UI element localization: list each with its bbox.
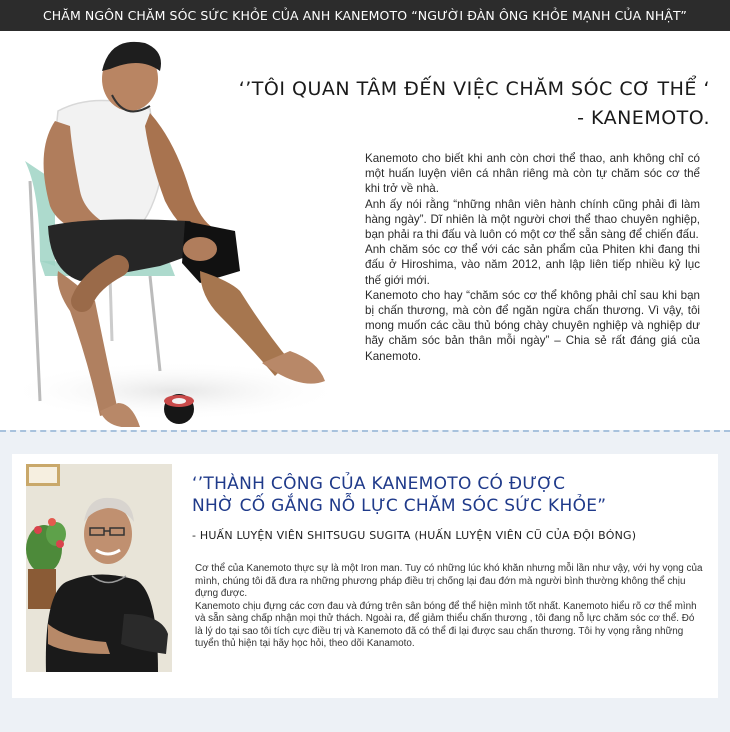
story-paragraph: Kanemoto cho hay “chăm sóc cơ thể không phải chỉ sau khi bạn bị chấn thương, mà còn để ngăn ngừa chấn thương. Vì vậy, tôi mong muốn các cầu thủ bóng chày chuyên nghiệp và nghiệp dư hãy chăm sóc bản thân mỗi ngày” – Chia sẻ rất đáng giá của Kanemoto. [365, 288, 700, 363]
header-title: CHĂM NGÔN CHĂM SÓC SỨC KHỎE CỦA ANH KANEMOTO “NGƯỜI ĐÀN ÔNG KHỎE MẠNH CỦA NHẬT” [42, 8, 688, 23]
header-bar [0, 0, 730, 31]
story-paragraph: Kanemoto cho biết khi anh còn chơi thể thao, anh không chỉ có một huấn luyện viên cá nhân riêng mà còn tự chăm sóc cơ thể khi trở về nhà. [365, 152, 700, 196]
quote-attribution: - KANEMOTO. [577, 107, 710, 129]
coach-story [195, 563, 703, 651]
kanemoto-quote [190, 75, 710, 133]
story-paragraph: Anh ấy nói rằng “những nhân viên hành chính cũng phải đi làm hàng ngày”. Dĩ nhiên là một người chơi thể thao chuyên nghiệp, bạn phải ra thi đấu và luôn có một cơ thể sẵn sàng để chiến đấu. [365, 197, 700, 242]
kanemoto-story [365, 151, 700, 364]
coach-attribution: - HUẤN LUYỆN VIÊN SHITSUGU SUGITA (HUẤN LUYỆN VIÊN CŨ CỦA ĐỘI BÓNG) [192, 529, 637, 542]
story-paragraph: Anh chăm sóc cơ thể với các sản phẩm của Phiten khi đang thi đấu ở Hiroshima, vào năm 2012, anh lập liên tiếp nhiều kỷ lục thế giới mới. [365, 243, 700, 287]
story-paragraph: Kanemoto chịu đựng các cơn đau và đứng trên sân bóng để thể hiện mình tốt nhất. Kanemoto hiểu rõ cơ thể mình và sẵn sàng chấp nhận mọi thử thách. Ngoài ra, để giảm thiểu chấn thương , tôi đang nỗ lực chăm sóc cơ thể. Đó là lý do tại sao tôi tích cực điều trị và Kanemoto đã có thể đi lại được sau chấn thương. Tôi hy vọng rằng những tuyển thủ hiện tại hãy học hỏi, theo dõi Kanamoto. [195, 600, 697, 649]
kanemoto-section [0, 31, 730, 427]
quote-line: ‘’TÔI QUAN TÂM ĐẾN VIỆC CHĂM SÓC CƠ THỂ ‘ [238, 78, 710, 100]
coach-section [0, 430, 730, 732]
quote-line: NHỜ CỐ GẮNG NỖ LỰC CHĂM SÓC SỨC KHỎE” [192, 496, 607, 516]
story-paragraph: Cơ thể của Kanemoto thực sự là một Iron man. Tuy có những lúc khó khăn nhưng mỗi lần như vậy, với hy vọng của mình, chúng tôi đã đưa ra những phương pháp điều trị chống lại đau đớn mà người bình thường không thể chịu đựng được. [195, 563, 703, 599]
quote-line: ‘’THÀNH CÔNG CỦA KANEMOTO CÓ ĐƯỢC [192, 474, 566, 494]
coach-quote [192, 473, 712, 517]
coach-photo [26, 464, 172, 672]
coach-card [12, 454, 718, 698]
